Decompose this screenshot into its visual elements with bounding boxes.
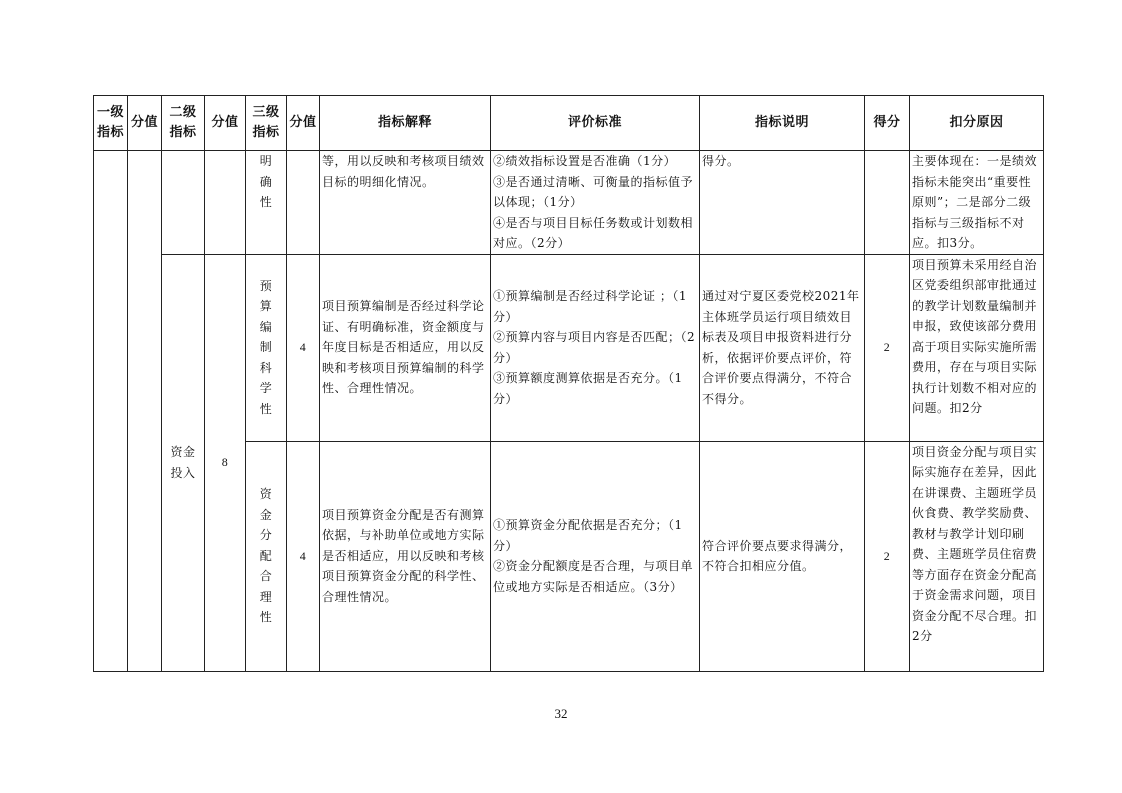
header-level2: 二级 指标 [162,96,205,151]
explanation-cell: 项目预算资金分配是否有测算依据，与补助单位或地方实际是否相适应，用以反映和考核项目预算资金分配的科学性、合理性情况。 [320,441,491,671]
score3-cell [287,151,320,255]
note-cell: 得分。 [700,151,865,255]
criteria-cell: ①预算编制是否经过科学论证 ；（1分） ②预算内容与项目内容是否匹配；（2分） ③预算额度测算依据是否充分。（1分） [491,254,700,441]
level2-cell [162,151,205,255]
header-explanation: 指标解释 [320,96,491,151]
reason-cell: 项目资金分配与项目实际实施存在差异，因此在讲课费、主题班学员伙食费、教学奖励费、教材与教学计划印刷费、主题班学员住宿费等方面存在资金分配高于资金需求问题，项目资金分配不尽合理。扣2分 [910,441,1044,671]
score1-cell [128,151,162,672]
level1-cell [94,151,128,672]
header-level3: 三级 指标 [246,96,287,151]
level3-cell: 预算 编制 科学 性 [246,254,287,441]
note-cell: 符合评价要点要求得满分，不符合扣相应分值。 [700,441,865,671]
note-cell: 通过对宁夏区委党校2021年主体班学员运行项目绩效目标表及项目申报资料进行分析，依据评价要点评价，符合评价要点得满分，不符合不得分。 [700,254,865,441]
explanation-cell: 等，用以反映和考核项目绩效目标的明细化情况。 [320,151,491,255]
criteria-cell: ①预算资金分配依据是否充分；（1分） ②资金分配额度是否合理，与项目单位或地方实际是否相适应。（3分） [491,441,700,671]
evaluation-table [93,95,1044,672]
score3-cell: 4 [287,441,320,671]
got-cell: 2 [865,254,910,441]
table-header-row [94,96,1044,151]
got-cell [865,151,910,255]
page-number: 32 [554,706,568,721]
reason-cell: 主要体现在：一是绩效指标未能突出“重要性原则”；二是部分二级指标与三级指标不对应。扣3分。 [910,151,1044,255]
table-row [94,254,1044,441]
score3-cell: 4 [287,254,320,441]
explanation-cell: 项目预算编制是否经过科学论证、有明确标准，资金额度与年度目标是否相适应，用以反映和考核项目预算编制的科学性、合理性情况。 [320,254,491,441]
header-level1: 一级 指标 [94,96,128,151]
table-row [94,151,1044,255]
score2-cell: 8 [205,254,246,671]
level2-cell: 资金 投入 [162,254,205,671]
got-cell: 2 [865,441,910,671]
header-reason: 扣分原因 [910,96,1044,151]
level3-cell: 明确 性 [246,151,287,255]
score2-cell [205,151,246,255]
header-score1: 分值 [128,96,162,151]
criteria-cell: ②绩效指标设置是否准确（1分） ③是否通过清晰、可衡量的指标值予以体现；（1分） ④是否与项目目标任务数或计划数相对应。（2分） [491,151,700,255]
header-criteria: 评价标准 [491,96,700,151]
header-score3: 分值 [287,96,320,151]
reason-cell: 项目预算未采用经自治区党委组织部审批通过的教学计划数量编制并申报，致使该部分费用高于项目实际实施所需费用，存在与项目实际执行计划数不相对应的问题。扣2分 [910,254,1044,441]
level3-cell: 资金 分配 合理 性 [246,441,287,671]
header-got: 得分 [865,96,910,151]
header-note: 指标说明 [700,96,865,151]
header-score2: 分值 [205,96,246,151]
